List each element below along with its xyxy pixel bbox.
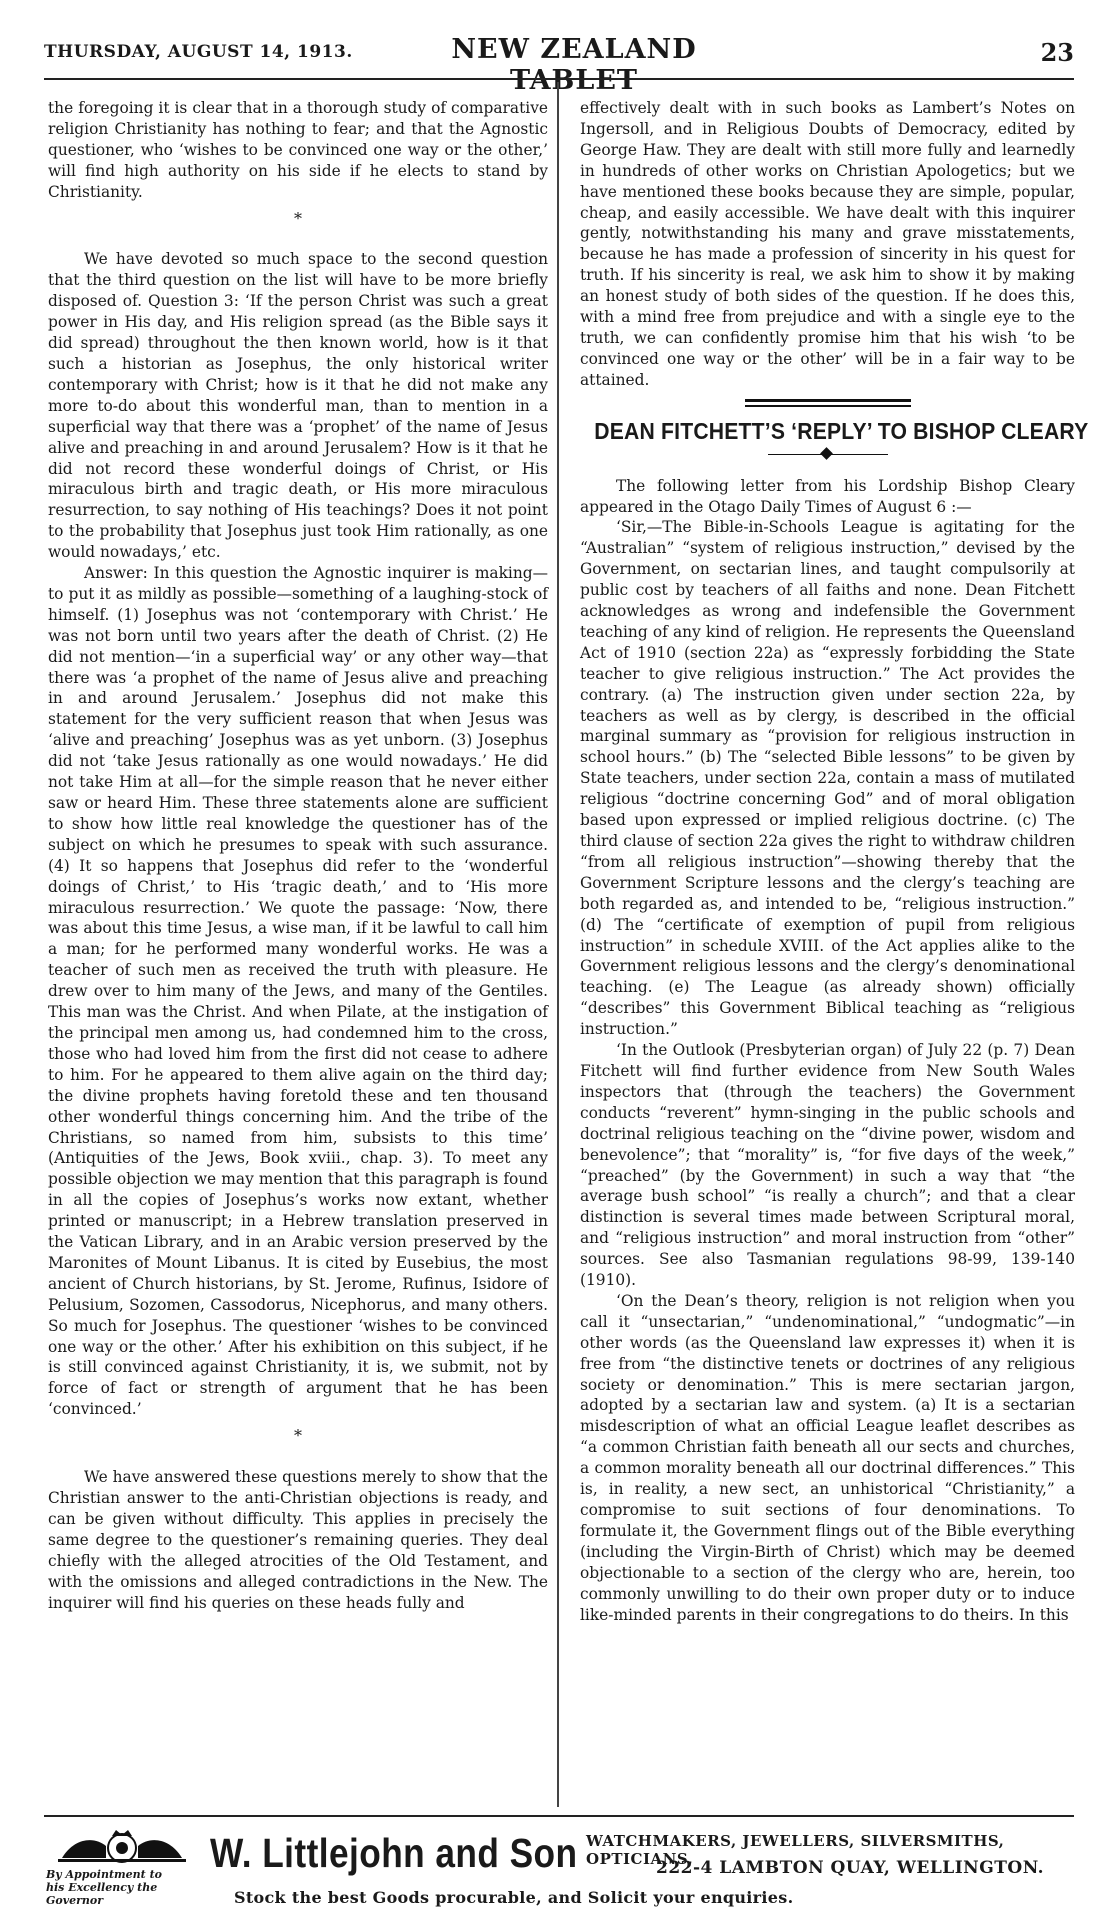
masthead-rule xyxy=(44,78,1074,80)
trade-list: WATCHMAKERS, JEWELLERS, SILVERSMITHS, OPTICIANS, xyxy=(586,1832,1005,1868)
article-headline: DEAN FITCHETT’S ‘REPLY’ TO BISHOP CLEARY xyxy=(594,417,1089,444)
diamond-ornament-icon xyxy=(820,447,833,460)
article-separator xyxy=(745,405,911,407)
left-paragraph-4: We have answered these questions merely to show that the Christian answer to the anti-Christian objections is ready, and can be given without difficulty. This applies in precisely the same degree to the questioner’s remaining queries. They deal chiefly with the alleged atrocities of the Old Testament, and with the omissions and alleged contradictions in the New. The inquirer will find his queries on these heads fully and xyxy=(48,1468,548,1612)
newspaper-title: NEW ZEALAND TABLET xyxy=(451,34,697,96)
left-paragraph-2: We have devoted so much space to the second question that the third question on the list will have to be more briefly disposed of. Question 3: ‘If the person Christ was such a great power in His day, and His religion spread (as the Bible says it did spread) throughout the then known world, how is it that such a historian as Josephus, the only historical writer contemporary with Christ; how is it that he did not make any more to-do about this wonderful man, than to mention in a superficial way that there was a ‘prophet’ of the name of Jesus alive and preaching in and around Jerusalem? How is it that he did not record these wonderful doings of Christ, or His miraculous birth and tragic death, or His more miraculous resurrection, to say nothing of His teachings? Does it not point to the probability that Josephus just took Him rationally, as one would nowadays,’ etc. xyxy=(48,250,548,562)
column-divider xyxy=(557,82,559,1807)
section-star: * xyxy=(294,208,302,228)
article-separator xyxy=(745,399,911,402)
firm-address: 222-4 LAMBTON QUAY, WELLINGTON. xyxy=(656,1858,1045,1878)
right-paragraph-1: effectively dealt with in such books as Lambert’s Notes on Ingersoll, and in Religious Doubts of Democracy, edited by George Haw. They are dealt with still more fully and learnedly in hundreds of other works on Christian Apologetics; but we have mentioned these books because they are simple, popular, cheap, and easily accessible. We have dealt with this inquirer gently, notwithstanding his many and grave misstatements, because he has made a profession of sincerity in his quest for truth. If his sincerity is real, we ask him to show it by making an honest study of both sides of the question. If he does this, with a mind free from prejudice and with a single eye to the truth, we can confidently promise him that his wish ‘to be convinced one way or the other’ will be in a fair way to be attained. xyxy=(580,99,1075,389)
issue-date: THURSDAY, AUGUST 14, 1913. xyxy=(44,42,353,62)
right-paragraph-5: ‘On the Dean’s theory, religion is not religion when you call it “unsectarian,” “undenominational,” “undogmatic”—in other words (as the Queensland law expresses it) when it is free from “the distinctive tenets or doctrines of any religious society or denomination.” This is mere sectarian jargon, adopted by a sectarian law and system. (a) It is a sectarian misdescription of what an official League leaflet describes as “a common Christian faith beneath all our sects and churches, a common morality beneath all our doctrinal differences.” This is, in reality, a new sect, an unhistorical “Christianity,” a compromise to suit sections of four denominations. To formulate it, the Government flings out of the Bible everything (including the Virgin-Birth of Christ) which may be deemed objectionable to a section of the clergy who are, herein, too commonly unwilling to do their own proper duty or to induce like-minded parents in their congregations to do theirs. In this xyxy=(580,1291,1075,1624)
firm-name: W. Littlejohn and Son xyxy=(210,1830,578,1876)
right-paragraph-2: The following letter from his Lordship Bishop Cleary appeared in the Otago Daily Times of August 6 :— xyxy=(580,476,1075,516)
advertisement xyxy=(44,1822,1074,1917)
left-paragraph-1: the foregoing it is clear that in a thorough study of comparative religion Christianity has nothing to fear; and that the Agnostic questioner, who ‘wishes to be convinced one way or the other,’ will find high authority on his side if he elects to stand by Christianity. xyxy=(48,99,548,201)
page-number: 23 xyxy=(1040,38,1074,67)
left-paragraph-3: Answer: In this question the Agnostic inquirer is making—to put it as mildly as possible—something of a laughing-stock of himself. (1) Josephus was not ‘contemporary with Christ.’ He was not born until two years after the death of Christ. (2) He did not mention—‘in a superficial way’ or any other way—that there was ‘a prophet of the name of Jesus alive and preaching in and around Jerusalem.’ Josephus did not make this statement for the very sufficient reason that when Jesus was ‘alive and preaching’ Josephus was as yet unborn. (3) Josephus did not ‘take Jesus rationally as one would nowadays.’ He did not take Him at all—for the simple reason that he never either saw or heard Him. These three statements alone are sufficient to show how little real knowledge the questioner has of the subject on which he presumes to speak with such assurance. (4) It so happens that Josephus did refer to the ‘wonderful doings of Christ,’ to His ‘tragic death,’ and to ‘His more miraculous resurrection.’ We quote the passage: ‘Now, there was about this time Jesus, a wise man, if it be lawful to call him a man; for he performed many wonderful works. He was a teacher of such men as received the truth with pleasure. He drew over to him many of the Jews, and many of the Gentiles. This man was the Christ. And when Pilate, at the instigation of the principal men among us, had condemned him to the cross, those who had loved him from the first did not cease to adhere to him. For he appeared to them alive again on the third day; the divine prophets having foretold these and ten thousand other wonderful things concerning him. And the tribe of the Christians, so named from him, subsists to this time’ (Antiquities of the Jews, Book xviii., chap. 3). To meet any possible objection we may mention that this paragraph is found in all the copies of Josephus’s works now extant, whether printed or manuscript; in a Hebrew translation preserved in the Vatican Library, and in an Arabic version preserved by the Maronites of Mount Libanus. It is cited by Eusebius, the most ancient of Church historians, by St. Jerome, Rufinus, Isidore of Pelusium, Sozomen, Cassodorus, Nicephorus, and many others. So much for Josephus. The questioner ‘wishes to be convinced one way or the other.’ After his exhibition on this subject, if he is still convinced against Christianity, it is, we submit, not by force of fact or strength of argument that he has been ‘convinced.’ xyxy=(48,564,548,1419)
right-paragraph-3: ‘Sir,—The Bible-in-Schools League is agitating for the “Australian” “system of religious instruction,” devised by the Government, on sectarian lines, and taught compulsorily at public cost by teachers of all faiths and none. Dean Fitchett acknowledges as wrong and indefensible the Government teaching of any kind of religion. He represents the Queensland Act of 1910 (section 22a) as “expressly forbidding the State teacher to give religious instruction.” The Act provides the contrary. (a) The instruction given under section 22a, by teachers as well as by clergy, is described in the official marginal summary as “provision for religious instruction in school hours.” (b) The “selected Bible lessons” to be given by State teachers, under section 22a, contain a mass of mutilated religious “doctrine concerning God” and of moral obligation based upon expressed or implied religious doctrine. (c) The third clause of section 22a gives the right to withdraw children “from all religious instruction”—showing thereby that the Government Scripture lessons and the clergy’s teaching are both regarded as, and intended to be, “religious instruction.” (d) The “certificate of exemption of pupil from religious instruction” in schedule XVIII. of the Act applies alike to the Government religious lessons and the clergy’s denominational teaching. (e) The League (as already shown) officially “describes” this Government Biblical teaching as “religious instruction.” xyxy=(580,518,1075,1039)
diamond-rule xyxy=(768,448,888,460)
right-paragraph-4: ‘In the Outlook (Presbyterian organ) of July 22 (p. 7) Dean Fitchett will find further evidence from New South Wales inspectors that (through the teachers) the Government conducts “reverent” hymn-singing in the public schools and doctrinal religious teaching on the “divine power, wisdom and benevolence”; that “morality” is, “for five days of the week,” “preached” (by the Government) in such a way that “the average bush school” “is really a church”; and that a clear distinction is several times made between Scriptural moral, and “religious instruction” and moral instruction from “other” sources. See also Tasmanian regulations 98-99, 139-140 (1910). xyxy=(580,1041,1075,1290)
masthead xyxy=(44,34,1074,96)
left-column xyxy=(48,98,548,1613)
section-star: * xyxy=(294,1426,302,1446)
royal-crest-icon xyxy=(54,1828,190,1864)
advertisement-rule xyxy=(44,1815,1074,1817)
right-column xyxy=(580,98,1089,1625)
advertisement-tagline: Stock the best Goods procurable, and Solicit your enquiries. xyxy=(234,1888,794,1907)
appointment-note: By Appointment to his Excellency the Governor xyxy=(46,1868,162,1907)
